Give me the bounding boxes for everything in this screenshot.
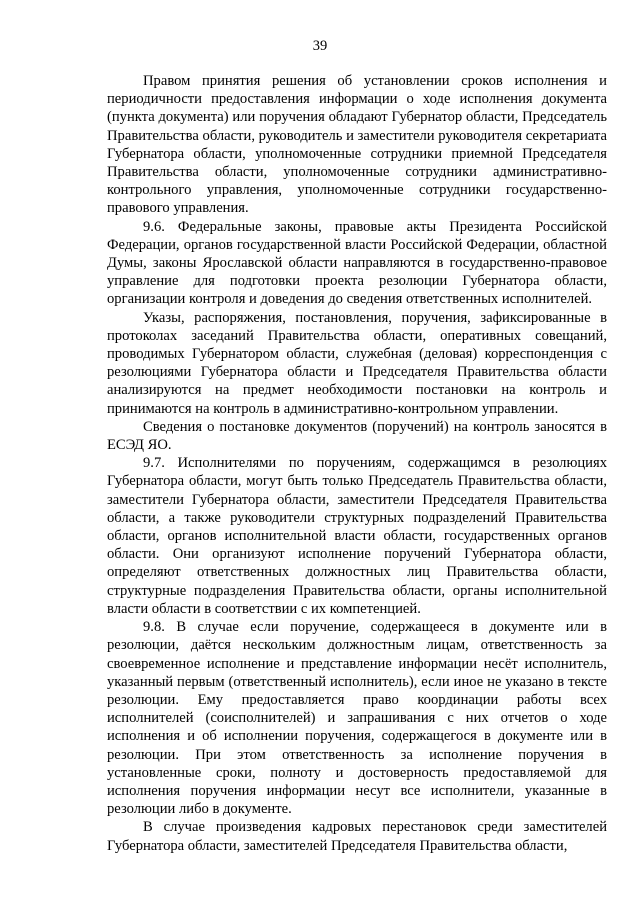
page-number: 39	[312, 38, 328, 54]
paragraph-decision-rights: Правом принятия решения об установлении сроков исполнения и периодичности предоставления информации о ходе исполнения документа (пункта документа) или поручения обладают Губернатор области, Председатель Правительства области, руководитель и заместители руководителя секретариата Губернатора области, уполномоченные сотрудники приемной Председателя Правительства области, уполномоченные сотрудники административно-контрольного управления, уполномоченные сотрудники государственно-правового управления.	[107, 73, 607, 217]
document-body	[107, 72, 607, 855]
paragraph-9-8: 9.8. В случае если поручение, содержащееся в документе или в резолюции, даётся нескольким должностным лицам, ответственность за своевременное исполнение и представление информации несёт исполнитель, указанный первым (ответственный исполнитель), если иное не указано в тексте резолюции. Ему предоставляется право координации работы всех исполнителей (соисполнителей) и запрашивания с них отчетов о ходе исполнения и об исполнении поручения, содержащегося в документе или в резолюции. При этом ответственность за исполнение поручения в установленные сроки, полноту и достоверность предоставляемой для исполнения поручения информации несут все исполнители, указанные в резолюции либо в документе.	[107, 619, 607, 818]
paragraph-9-6: 9.6. Федеральные законы, правовые акты Президента Российской Федерации, органов государственной власти Российской Федерации, областной Думы, законы Ярославской области направляются в государственно-правовое управление для подготовки проекта резолюции Губернатора области, организации контроля и доведения до сведения ответственных исполнителей.	[107, 218, 607, 308]
paragraph-esed-registration: Сведения о постановке документов (поручений) на контроль заносятся в ЕСЭД ЯО.	[107, 418, 607, 454]
paragraph-decrees-analysis: Указы, распоряжения, постановления, поручения, зафиксированные в протоколах заседаний Правительства области, оперативных совещаний, проводимых Губернатором области, служебная (деловая) корреспонденция с резолюциями Губернатора области и Председателя Правительства области анализируются на предмет необходимости постановки на контроль и принимаются на контроль в административно-контрольном управлении.	[107, 309, 607, 417]
paragraph-9-7: 9.7. Исполнителями по поручениям, содержащимся в резолюциях Губернатора области, могут быть только Председатель Правительства области, заместители Губернатора области, заместители Председателя Правительства области, а также руководители структурных подразделений Правительства области, органов исполнительной власти области, государственных органов области. Они организуют исполнение поручений Губернатора области, определяют ответственных должностных лиц Правительства области, структурные подразделения Правительства области, органы исполнительной власти области в соответствии с их компетенцией.	[107, 455, 607, 617]
paragraph-staff-changes: В случае произведения кадровых перестановок среди заместителей Губернатора области, заместителей Председателя Правительства области,	[107, 819, 607, 854]
